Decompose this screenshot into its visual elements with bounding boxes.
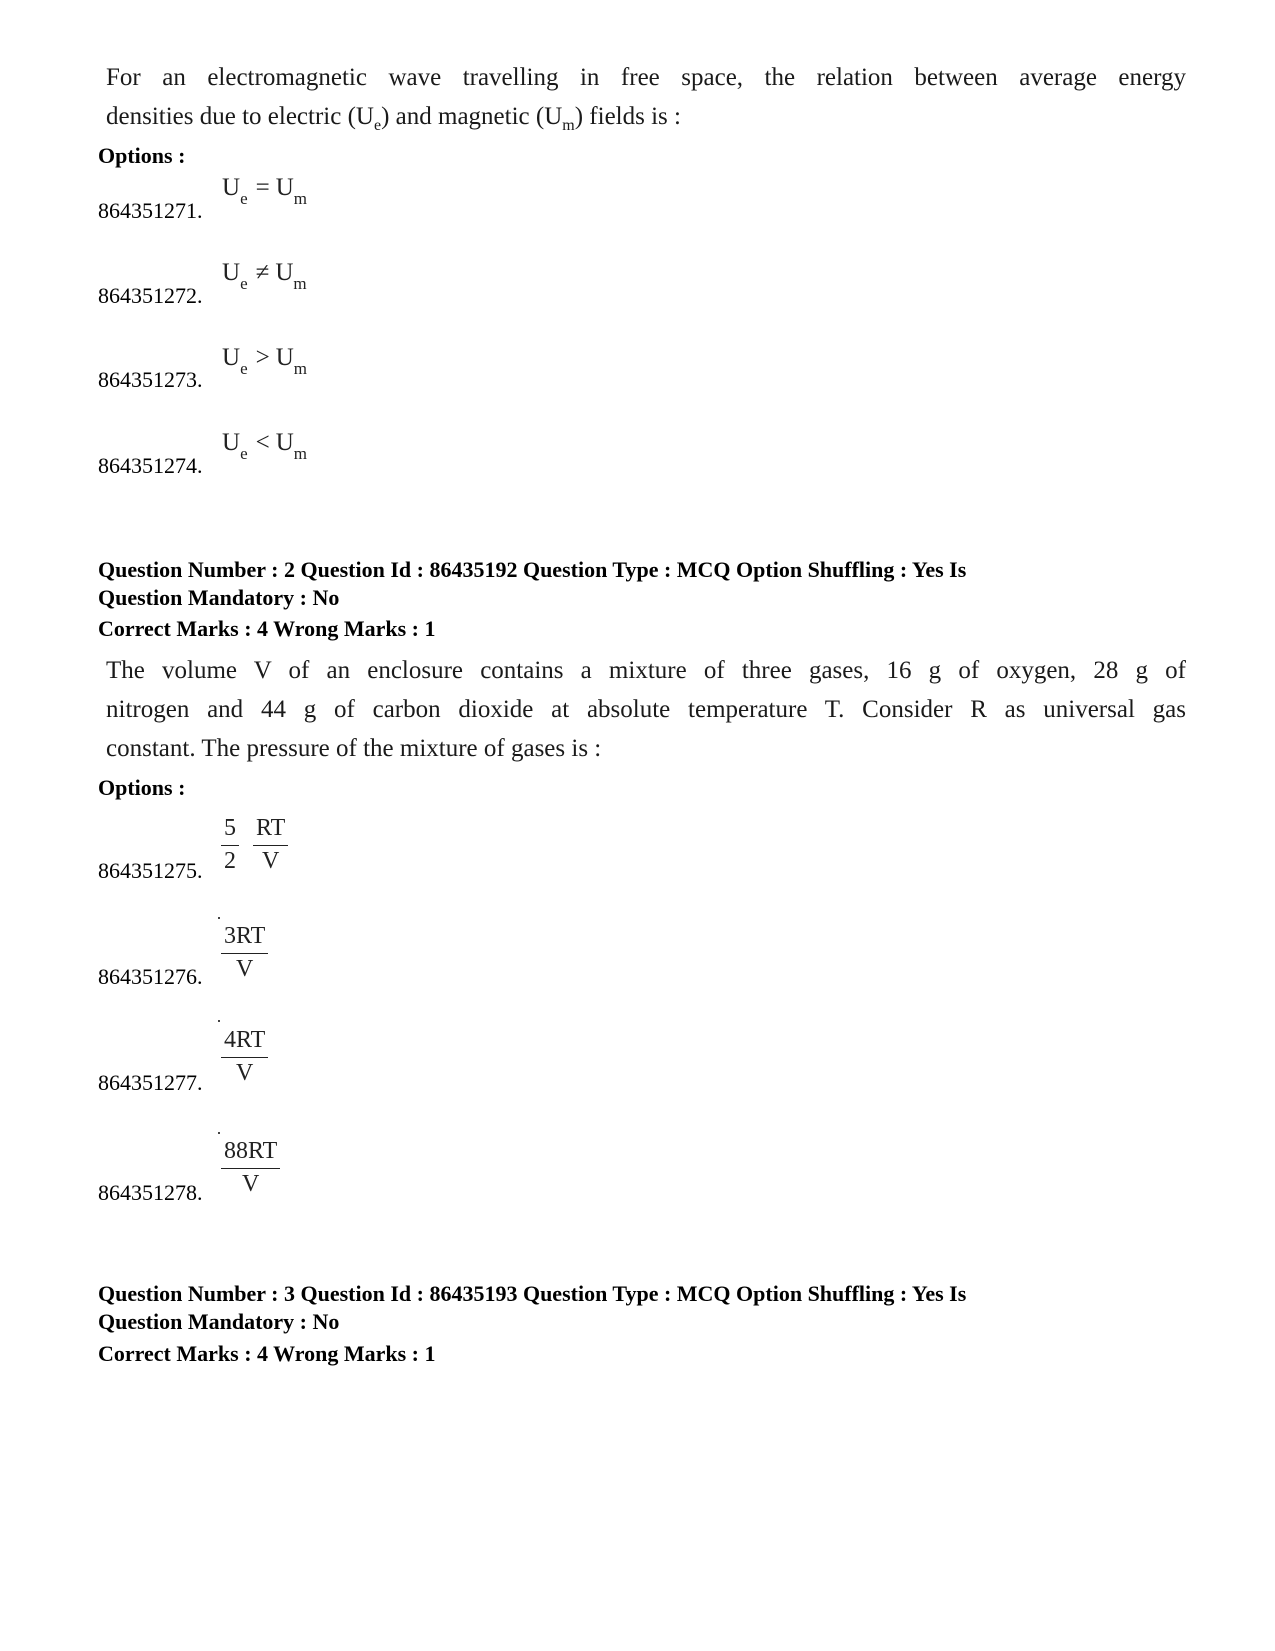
q2-marks: Correct Marks : 4 Wrong Marks : 1 [98,616,436,641]
option-fraction [221,1026,268,1088]
fraction-denominator: V [235,956,254,982]
eq-lhs: U [222,429,241,456]
eq-operator: > [255,344,270,371]
option-fraction-product [221,814,288,876]
fraction-denominator: V [261,848,280,874]
q2-question-text [106,651,1186,768]
q1-text-line2-part-c: ) fields is : [574,103,681,130]
q1-text-line2 [106,97,1186,145]
eq-rhs: U [275,259,294,286]
eq-rhs: U [275,344,294,371]
option-id: 864351271. [98,198,203,223]
q1-text-line2-part-a: densities due to electric (U [106,103,374,130]
eq-lhs: U [222,174,241,201]
option-equation [222,259,307,293]
option-id: 864351272. [98,283,203,308]
fraction-five-halves [221,814,239,876]
fraction-numerator: RT [253,814,288,846]
q1-subscript-m: m [562,117,575,134]
q2-header [98,556,966,612]
q2-text-line2: nitrogen and 44 g of carbon dioxide at absolute temperature T. Consider R as universal gas [106,696,1186,723]
fraction-denominator: 2 [224,848,236,874]
eq-lhs-sub: e [240,189,248,208]
q3-marks: Correct Marks : 4 Wrong Marks : 1 [98,1341,436,1366]
q1-question-text [106,58,1186,145]
q2-options-label: Options : [98,775,186,800]
option-id: 864351276. [98,964,203,989]
fraction-numerator: 3RT [221,922,268,954]
eq-rhs-sub: m [293,444,308,463]
q1-options-label: Options : [98,143,186,168]
option-id: 864351274. [98,453,203,478]
option-id: 864351278. [98,1180,203,1205]
eq-operator: < [255,429,270,456]
q2-text-line3: constant. The pressure of the mixture of gases is : [106,735,602,762]
option-fraction [221,922,268,984]
fraction-numerator: 88RT [221,1137,280,1169]
option-fraction [221,1137,280,1199]
eq-lhs-sub: e [240,274,248,293]
fraction-rt-over-v [253,814,288,876]
scan-mark [218,917,220,919]
q1-text-line2-part-b: ) and magnetic (U [381,103,563,130]
q2-header-line1: Question Number : 2 Question Id : 86435192 Question Type : MCQ Option Shuffling : Yes Is [98,557,967,582]
q2-header-line2: Question Mandatory : No [98,585,340,610]
q3-header-line2: Question Mandatory : No [98,1309,340,1334]
fraction-denominator: V [241,1171,260,1197]
option-equation [222,174,308,208]
q3-header [98,1280,966,1336]
eq-rhs: U [275,174,294,201]
q1-text-line1: For an electromagnetic wave travelling in free space, the relation between average energy [106,64,1186,91]
eq-operator: = [255,174,270,201]
scan-mark [218,1020,220,1022]
eq-rhs: U [275,429,294,456]
q3-header-line1: Question Number : 3 Question Id : 86435193 Question Type : MCQ Option Shuffling : Yes Is [98,1281,967,1306]
eq-rhs-sub: m [293,359,308,378]
fraction-denominator: V [235,1060,254,1086]
fraction-numerator: 5 [221,814,239,846]
q2-text-line1: The volume V of an enclosure contains a mixture of three gases, 16 g of oxygen, 28 g of [106,657,1186,684]
option-id: 864351273. [98,367,203,392]
eq-lhs: U [222,259,241,286]
option-id: 864351275. [98,858,203,883]
eq-lhs-sub: e [240,444,248,463]
option-equation [222,344,308,378]
eq-lhs-sub: e [240,359,248,378]
fraction-numerator: 4RT [221,1026,268,1058]
q1-subscript-e: e [373,117,382,134]
option-id: 864351277. [98,1070,203,1095]
option-equation [222,429,308,463]
eq-lhs: U [222,344,241,371]
eq-rhs-sub: m [293,189,308,208]
eq-operator: ≠ [255,259,270,286]
scan-mark [218,1132,220,1134]
eq-rhs-sub: m [293,274,307,293]
